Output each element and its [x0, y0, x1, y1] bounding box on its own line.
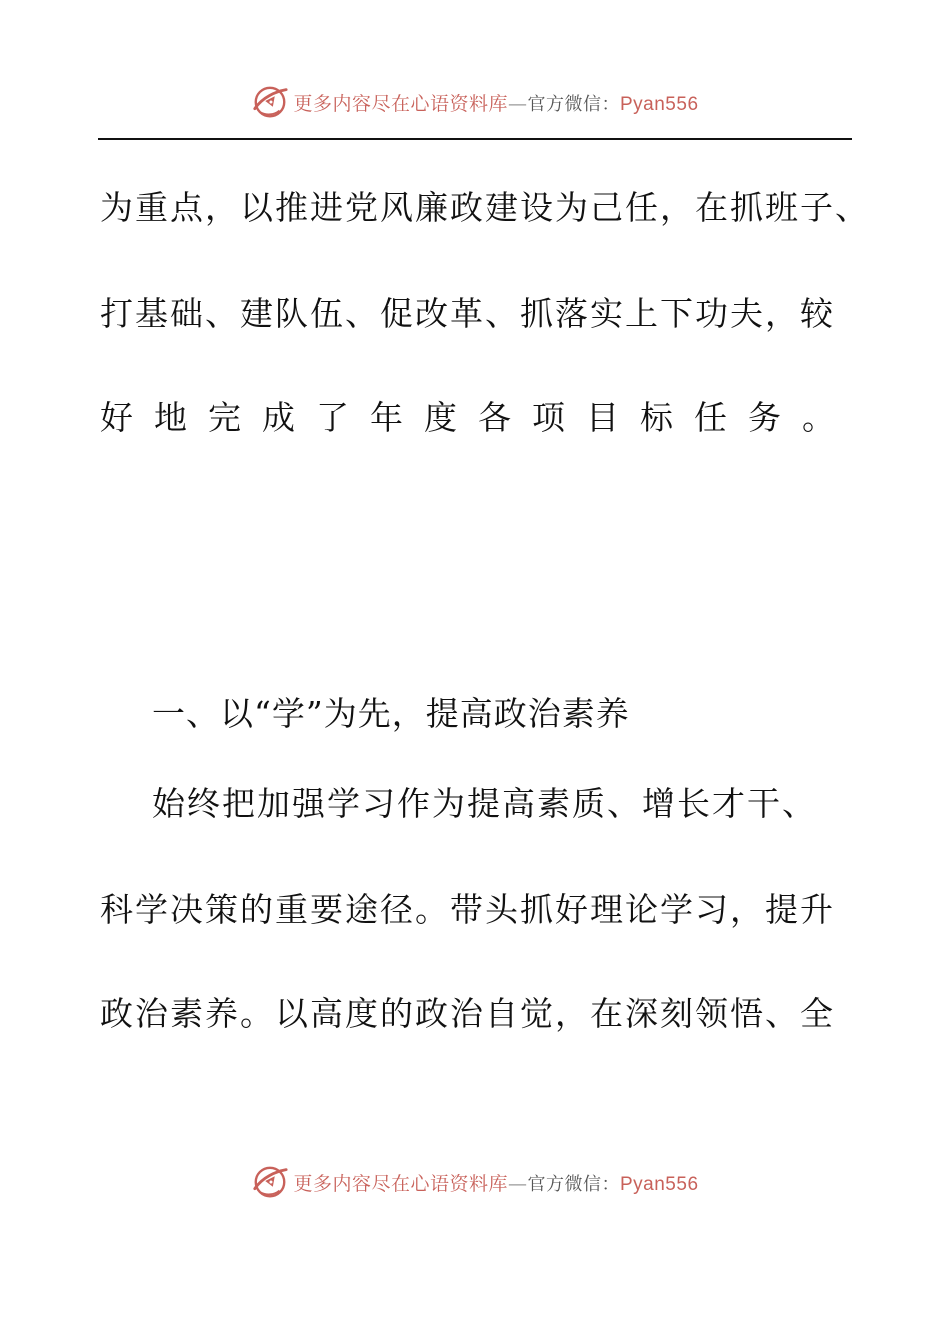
- section-heading: 一、以“学”为先，提高政治素养: [152, 694, 630, 733]
- body-line-2: 打基础、建队伍、促改革、抓落实上下功夫，较: [100, 294, 835, 333]
- header-banner-text: [293, 89, 698, 116]
- pen-nib-logo-icon: [251, 1163, 289, 1201]
- body-line-5: 始终把加强学习作为提高素质、增长才干、: [152, 784, 817, 823]
- body-line-1: 为重点，以推进党风廉政建设为己任，在抓班子、: [100, 188, 870, 227]
- footer-banner-text: [293, 1169, 698, 1196]
- body-line-6: 科学决策的重要途径。带头抓好理论学习，提升: [100, 890, 835, 929]
- header-banner-wechat-label: 官方微信：: [527, 93, 620, 115]
- body-line-3: 好地完成了年度各项目标任务。: [100, 398, 856, 437]
- header-banner-title: 更多内容尽在心语资料库: [293, 92, 508, 115]
- header-banner: [0, 82, 950, 122]
- pen-nib-logo-icon: [251, 83, 289, 121]
- body-line-7: 政治素养。以高度的政治自觉，在深刻领悟、全: [100, 994, 835, 1033]
- footer-banner-wechat-id: Pyan556: [620, 1173, 699, 1195]
- header-banner-wechat-id: Pyan556: [620, 93, 699, 115]
- footer-banner: [0, 1162, 950, 1202]
- header-rule: [98, 138, 852, 140]
- footer-banner-wechat-label: 官方微信：: [527, 1173, 620, 1195]
- header-banner-dash: —: [508, 92, 528, 115]
- footer-banner-title: 更多内容尽在心语资料库: [293, 1172, 508, 1195]
- footer-banner-dash: —: [508, 1172, 528, 1195]
